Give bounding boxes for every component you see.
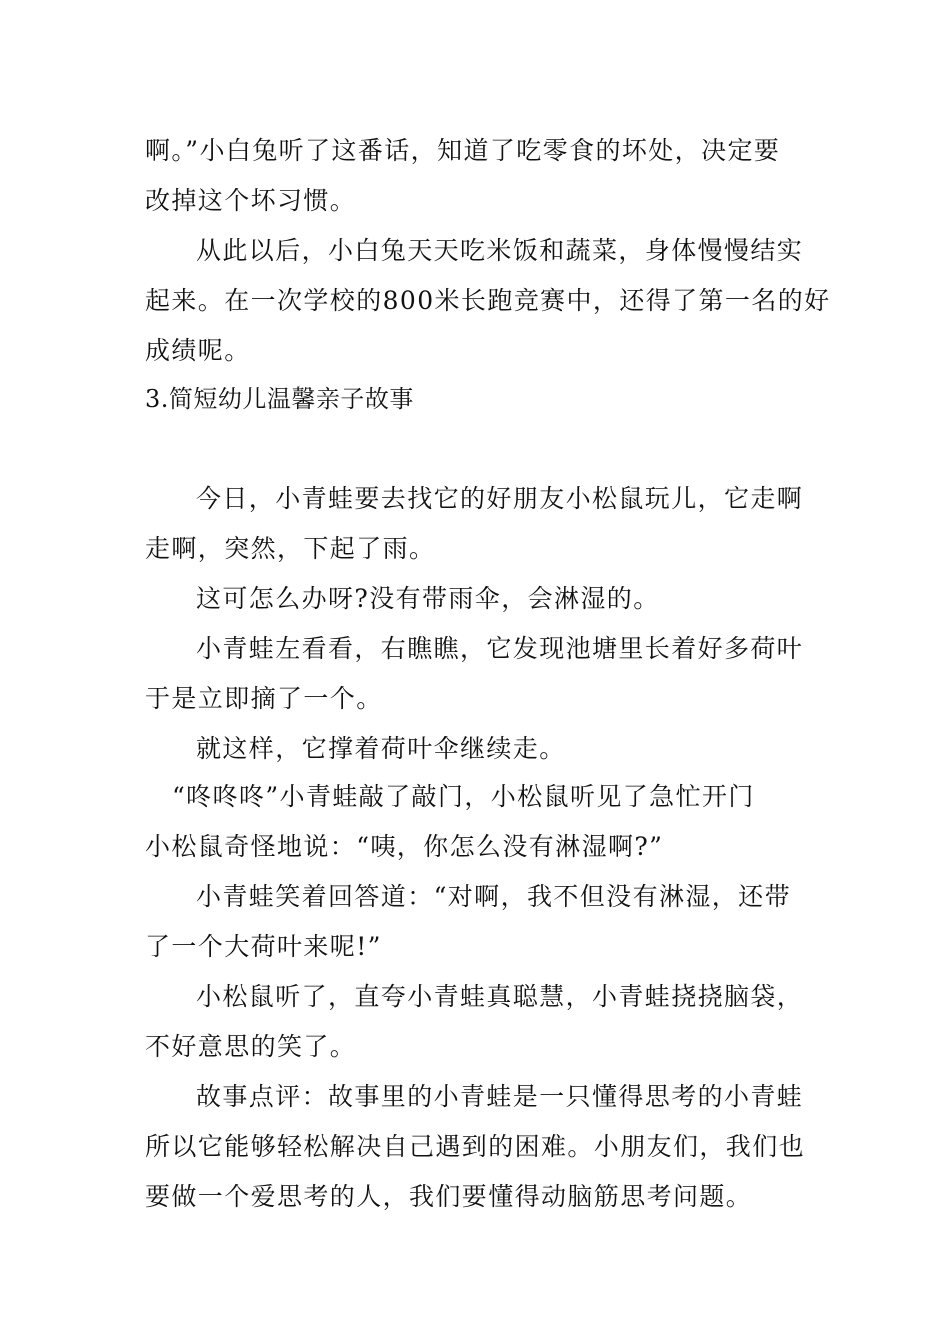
text-line: 所以它能够轻松解决自己遇到的困难。小朋友们，我们也: [145, 1132, 806, 1161]
text-line: 了一个大荷叶来呢!”: [145, 932, 382, 961]
text-line: 小青蛙左看看，右瞧瞧，它发现池塘里长着好多荷叶: [196, 634, 804, 663]
text-line: 这可怎么办呀?没有带雨伞，会淋湿的。: [196, 584, 660, 613]
section-heading: 3.简短幼儿温馨亲子故事: [145, 385, 414, 413]
text-line: “咚咚咚”小青蛙敲了敲门，小松鼠听见了急忙开门: [172, 782, 755, 811]
text-line: 走啊，突然，下起了雨。: [145, 534, 436, 563]
text-line: 就这样，它撑着荷叶伞继续走。: [196, 734, 566, 763]
text-line: 于是立即摘了一个。: [145, 684, 383, 713]
text-line: 今日，小青蛙要去找它的好朋友小松鼠玩儿，它走啊: [196, 484, 804, 513]
text-line: 小青蛙笑着回答道：“对啊，我不但没有淋湿，还带: [196, 882, 791, 911]
text-line: 啊。”小白兔听了这番话，知道了吃零食的坏处，决定要: [145, 136, 781, 165]
text-line: 不好意思的笑了。: [145, 1032, 357, 1061]
text-line: 从此以后，小白兔天天吃米饭和蔬菜，身体慢慢结实: [196, 236, 804, 265]
text-line: 成绩呢。: [145, 336, 251, 365]
text-line: 要做一个爱思考的人，我们要懂得动脑筋思考问题。: [145, 1182, 753, 1211]
text-line: 小松鼠奇怪地说：“咦，你怎么没有淋湿啊?”: [145, 832, 664, 861]
text-line: 起来。在一次学校的800米长跑竞赛中，还得了第一名的好: [145, 286, 831, 315]
text-line: 故事点评：故事里的小青蛙是一只懂得思考的小青蛙: [196, 1082, 804, 1111]
text-line: 小松鼠听了，直夸小青蛙真聪慧，小青蛙挠挠脑袋，: [196, 982, 804, 1011]
text-line: 改掉这个坏习惯。: [145, 186, 357, 215]
